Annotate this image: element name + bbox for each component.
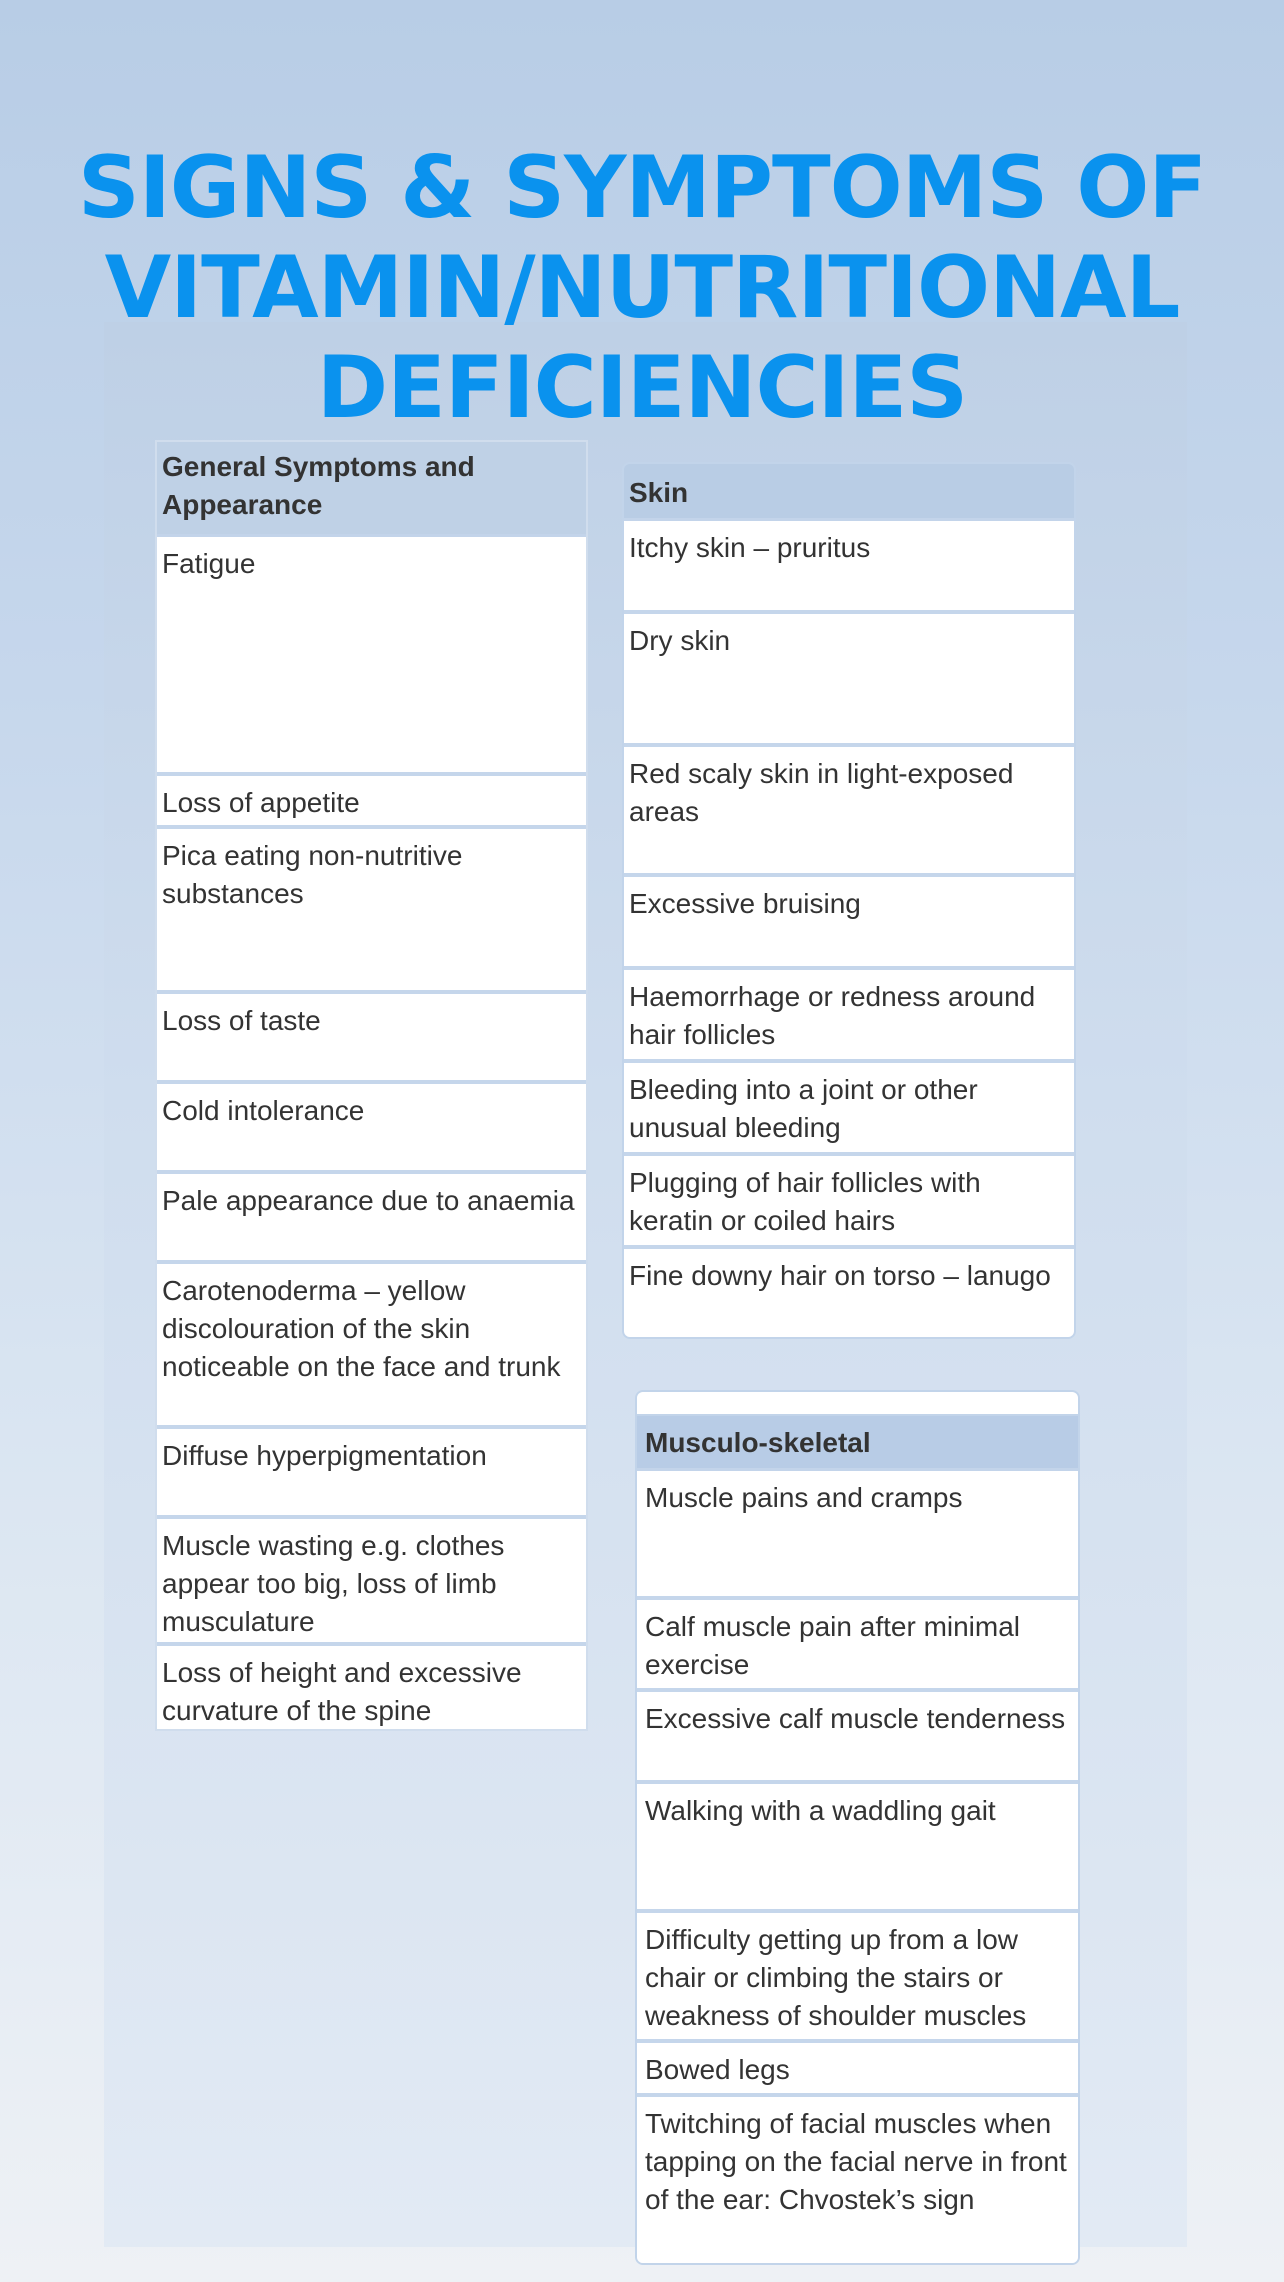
title-line: VITAMIN/NUTRITIONAL <box>104 238 1180 338</box>
table-row: Loss of height and excessive curvature of the spine <box>157 1646 586 1729</box>
table-row: Carotenoderma – yellow discolouration of the skin noticeable on the face and trunk <box>157 1264 586 1429</box>
table-header: Skin <box>624 464 1074 521</box>
table-row: Itchy skin – pruritus <box>624 521 1074 614</box>
table-row: Excessive calf muscle tenderness <box>637 1692 1078 1784</box>
table-row: Dry skin <box>624 614 1074 747</box>
page-title <box>60 138 1224 438</box>
table-row: Bowed legs <box>637 2043 1078 2097</box>
table-row: Twitching of facial muscles when tapping on the facial nerve in front of the ear: Chvostek’s sign <box>637 2097 1078 2263</box>
table-row: Walking with a waddling gait <box>637 1784 1078 1913</box>
table-row: Cold intolerance <box>157 1084 586 1174</box>
musculo-skeletal-table <box>635 1390 1080 2265</box>
table-row: Loss of taste <box>157 994 586 1084</box>
table-row: Pica eating non-nutritive substances <box>157 829 586 994</box>
table-row: Red scaly skin in light-exposed areas <box>624 747 1074 877</box>
table-header: Musculo-skeletal <box>637 1416 1078 1471</box>
table-row: Pale appearance due to anaemia <box>157 1174 586 1264</box>
skin-table <box>622 462 1076 1339</box>
table-row: Calf muscle pain after minimal exercise <box>637 1600 1078 1692</box>
table-row: Plugging of hair follicles with keratin or coiled hairs <box>624 1156 1074 1249</box>
table-row: Loss of appetite <box>157 776 586 829</box>
table-row: Difficulty getting up from a low chair or climbing the stairs or weakness of shoulder muscles <box>637 1913 1078 2043</box>
general-symptoms-table <box>155 440 588 1731</box>
table-row: Bleeding into a joint or other unusual bleeding <box>624 1063 1074 1156</box>
table-row: Muscle wasting e.g. clothes appear too big, loss of limb musculature <box>157 1519 586 1646</box>
table-top-strip <box>637 1392 1078 1416</box>
table-row: Diffuse hyperpigmentation <box>157 1429 586 1519</box>
table-row: Muscle pains and cramps <box>637 1471 1078 1600</box>
table-header: General Symptoms and Appearance <box>157 442 586 537</box>
table-row: Fatigue <box>157 537 586 776</box>
title-line: DEFICIENCIES <box>316 338 968 438</box>
table-row: Fine downy hair on torso – lanugo <box>624 1249 1074 1337</box>
table-row: Haemorrhage or redness around hair follicles <box>624 970 1074 1063</box>
table-row: Excessive bruising <box>624 877 1074 970</box>
title-line: SIGNS & SYMPTOMS OF <box>77 138 1207 238</box>
